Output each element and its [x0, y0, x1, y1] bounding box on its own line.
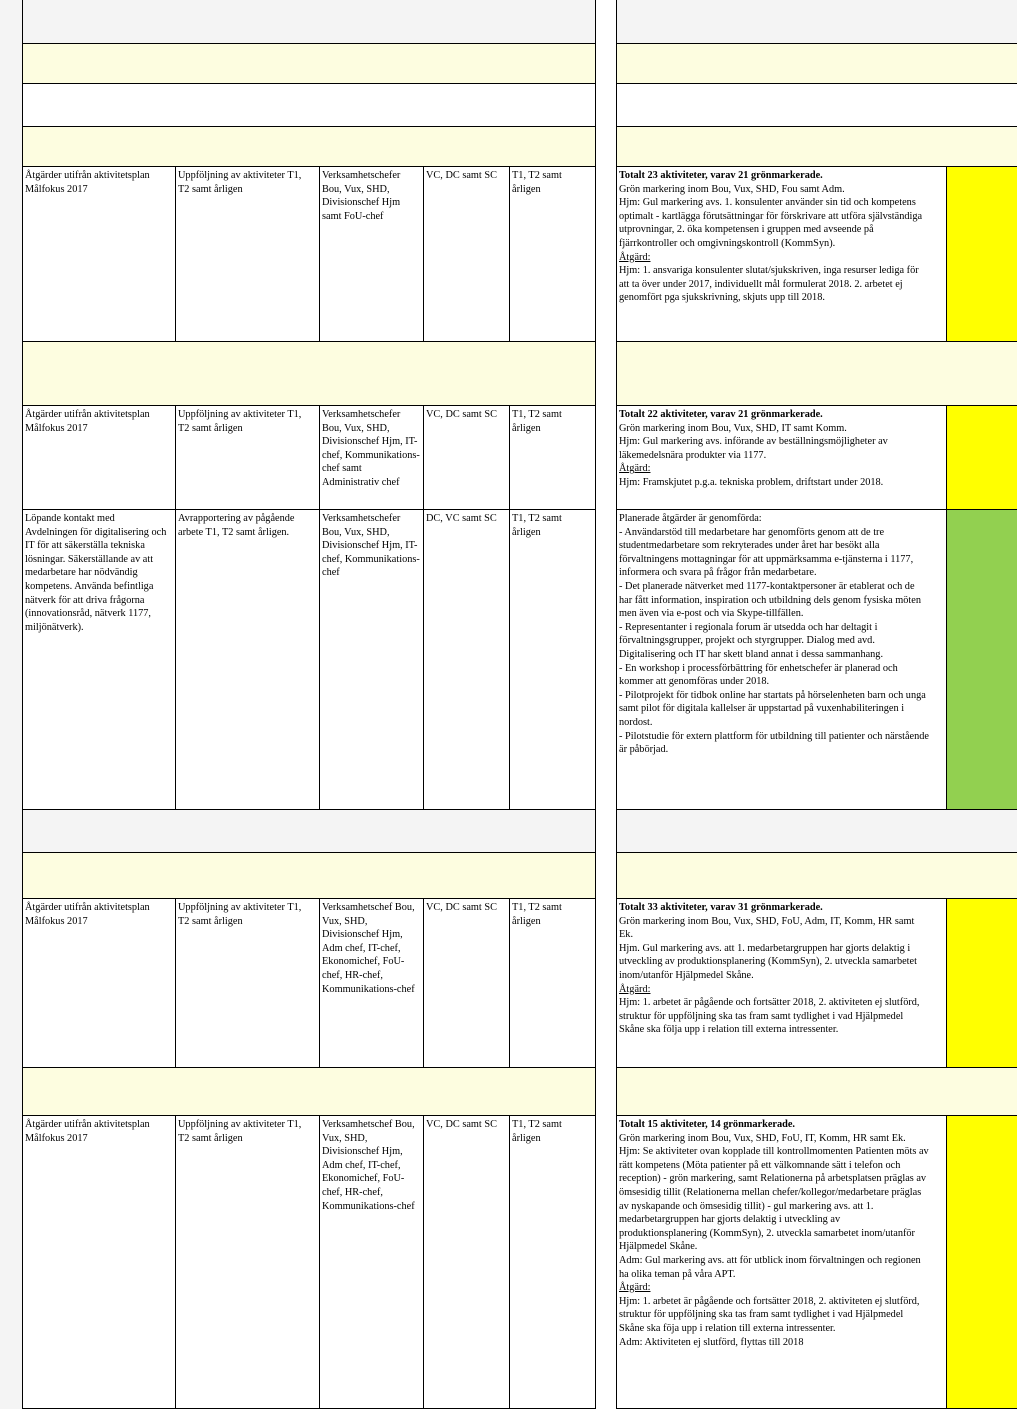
text-line: ha olika teman på våra APT. [619, 1268, 736, 1280]
text-line: är påbörjad. [619, 744, 669, 756]
cell-resultat [617, 899, 946, 1067]
text-line: Administrativ chef [322, 476, 400, 488]
text-line: Divisionschef Hjm [322, 197, 401, 209]
cell-atgard [23, 510, 175, 809]
table-row [616, 899, 1017, 1068]
text-line: Bou, Vux, SHD, [322, 183, 390, 195]
section-band-yellow [22, 44, 596, 84]
text-line: Hjm: 1. arbetet är pågående och fortsätter 2018, 2. aktiviteten ej slutförd, [619, 997, 920, 1009]
text-line: Ekonomichef, FoU- [322, 956, 405, 968]
text-line: Målfokus 2017 [25, 183, 88, 195]
cell-roll [423, 1116, 509, 1408]
section-band-yellow [616, 1068, 1017, 1116]
cell-roll [423, 167, 509, 341]
text-line: Bou, Vux, SHD, [322, 526, 390, 538]
text-line: Vux, SHD, [322, 915, 368, 927]
text-line: Åtgärd: [619, 1282, 651, 1294]
table-row [616, 406, 1017, 510]
text-line: rätt kompetens (Möta patienter på ett välkomnande sätt i telefon och [619, 1159, 901, 1171]
text-line: medarbetargruppen har gjorts delaktig i utveckling av [619, 1214, 841, 1226]
text-line: Åtgärder utifrån aktivitetsplan [25, 1119, 150, 1130]
section-band-yellow [616, 127, 1017, 167]
text-line: - En workshop i processförbättring för enhetschefer är planerad och [619, 662, 898, 674]
text-line: informera och svara på frågor från medarbetare. [619, 567, 817, 579]
cell-resultat [617, 167, 946, 341]
cell-tid [509, 1116, 597, 1408]
text-line: förvaltningens mottagningar för att uppmärksamma e-tjänsterna i 1177, [619, 553, 914, 565]
cell-tid [509, 406, 597, 509]
text-line: inom/utanför Hjälpmedel Skåne. [619, 969, 754, 981]
text-line: Åtgärd: [619, 251, 651, 263]
text-line: utprovningar, 2. öka kompetensen i gruppen med avseende på [619, 224, 874, 236]
text-line: produktionsplanering (KommSyn), 2. utveckla samarbetet inom/utanför [619, 1227, 915, 1239]
text-line: Åtgärder utifrån aktivitetsplan [25, 409, 150, 420]
text-line: chef, Kommunikations- [322, 553, 420, 565]
text-line: Digitalisering och IT har skett bland annat i dessa sammanhang. [619, 648, 884, 660]
section-band-yellow [616, 853, 1017, 899]
table-row [616, 167, 1017, 342]
text-line: T2 samt årligen [178, 183, 243, 195]
cell-tid [509, 899, 597, 1067]
cell-tid [509, 510, 597, 809]
cell-atgard [23, 1116, 175, 1408]
cell-tid [509, 167, 597, 341]
cell-atgard [23, 406, 175, 509]
left-margin-strip [0, 0, 23, 1409]
text-line: optimalt - kartlägga förutsättningar för förskrivare att utföra självständiga [619, 210, 923, 222]
text-line: förvaltningsgrupper, projekt och styrgrupper. Dialog med avd. [619, 635, 875, 647]
text-line: genomfört pga sjukskrivning, skjuts upp till 2018. [619, 292, 825, 304]
section-band-yellow [616, 44, 1017, 84]
text-line: Kommunikations-chef [322, 983, 415, 995]
text-line: årligen [512, 526, 541, 538]
cell-ansvarig [319, 1116, 423, 1408]
cell-uppfoljning [175, 406, 319, 509]
cell-roll [423, 899, 509, 1067]
text-line: Totalt 22 aktiviteter, varav 21 grönmarkerade. [619, 409, 823, 420]
table-row [22, 1116, 596, 1409]
text-line: Hjm: Gul markering avs. införande av beställningsmöjligheter av [619, 436, 888, 448]
cell-resultat [617, 1116, 946, 1408]
cell-uppfoljning [175, 899, 319, 1067]
cell-ansvarig [319, 167, 423, 341]
cell-uppfoljning [175, 1116, 319, 1408]
text-line: nätverk för att driva frågorna [25, 594, 145, 606]
text-line: kompetens. Använda befintliga [25, 580, 154, 592]
text-line: T1, T2 samt [512, 513, 562, 524]
cell-uppfoljning [175, 510, 319, 809]
text-line: VC, DC samt SC [426, 170, 497, 181]
text-line: Kommunikations-chef [322, 1200, 415, 1212]
text-line: T1, T2 samt [512, 170, 562, 181]
text-line: samt pilot för digitala kallelser är uppstartad på vuxenhabiliteringen i [619, 703, 905, 715]
section-band-yellow [616, 342, 1017, 406]
text-line: arbete T1, T2 samt årligen. [178, 526, 290, 538]
text-line: miljönätverk). [25, 621, 84, 633]
text-line: DC, VC samt SC [426, 513, 497, 524]
table-row [22, 899, 596, 1068]
text-line: nordost. [619, 716, 653, 728]
text-line: chef, HR-chef, [322, 1186, 383, 1198]
section-band-white [616, 84, 1017, 127]
text-line: struktur för uppföljning ska tas fram samt tydlighet i vad Hjälpmedel [619, 1010, 904, 1022]
text-line: Målfokus 2017 [25, 1132, 88, 1144]
cell-uppfoljning [175, 167, 319, 341]
cell-atgard [23, 899, 175, 1067]
text-line: årligen [512, 422, 541, 434]
text-line: Målfokus 2017 [25, 915, 88, 927]
text-line: struktur för uppföljning ska tas fram samt tydlighet i vad Hjälpmedel [619, 1309, 904, 1321]
text-line: VC, DC samt SC [426, 1119, 497, 1130]
text-line: lösningar. Säkerställande av att [25, 553, 154, 565]
text-line: årligen [512, 183, 541, 195]
text-line: Grön markering inom Bou, Vux, SHD, FoU, Adm, IT, Komm, HR samt [619, 915, 915, 927]
text-line: VC, DC samt SC [426, 902, 497, 913]
text-line: Totalt 15 aktiviteter, 14 grönmarkerade. [619, 1119, 795, 1130]
table-row [22, 406, 596, 510]
text-line: Åtgärd: [619, 983, 651, 995]
table-row [616, 1116, 1017, 1409]
section-band-white [22, 84, 596, 127]
text-line: Uppföljning av aktiviteter T1, [178, 409, 302, 420]
text-line: Adm: Gul markering avs. att för utblick inom förvaltningen och regionen [619, 1254, 921, 1266]
text-line: Uppföljning av aktiviteter T1, [178, 170, 302, 181]
section-band-yellow [22, 127, 596, 167]
text-line: Skåne ska följa upp i relation till externa intressenter. [619, 1024, 839, 1036]
text-line: Verksamhetschef Bou, [322, 902, 415, 913]
text-line: Divisionschef Hjm, IT- [322, 436, 418, 448]
text-line: utveckling av produktionsplanering (KommSyn), 2. utveckla samarbetet [619, 956, 917, 968]
text-line: - Det planerade nätverket med 1177-kontaktpersoner är etablerat och de [619, 580, 915, 592]
text-line: Åtgärder utifrån aktivitetsplan [25, 902, 150, 913]
text-line: ömsesidig tillit (Relationerna mellan chefer/kollegor/medarbetare präglas [619, 1186, 922, 1198]
status-color-cell [946, 167, 1017, 341]
text-line: Adm chef, IT-chef, [322, 1159, 401, 1171]
text-line: Grön markering inom Bou, Vux, SHD, Fou samt Adm. [619, 183, 845, 195]
text-line: Målfokus 2017 [25, 422, 88, 434]
text-line: Verksamhetschefer [322, 513, 401, 524]
text-line: Verksamhetschefer [322, 170, 401, 181]
cell-roll [423, 406, 509, 509]
text-line: Ekonomichef, FoU- [322, 1173, 405, 1185]
text-line: Uppföljning av aktiviteter T1, [178, 902, 302, 913]
text-line: Åtgärder utifrån aktivitetsplan [25, 170, 150, 181]
text-line: - Representanter i regionala forum är utsedda och har deltagit i [619, 621, 878, 633]
text-line: - Pilotstudie för extern plattform för utbildning till patienter och närstående [619, 730, 929, 742]
text-line: men även via e-post och via Skype-tillfällen. [619, 608, 804, 620]
text-line: T2 samt årligen [178, 1132, 243, 1144]
text-line: reception) - grön markering, samt Relationerna på arbetsplatsen präglas av [619, 1173, 927, 1185]
section-band-gray [616, 0, 1017, 44]
cell-ansvarig [319, 406, 423, 509]
cell-ansvarig [319, 510, 423, 809]
text-line: Uppföljning av aktiviteter T1, [178, 1119, 302, 1130]
section-band-yellow [22, 853, 596, 899]
table-row [22, 510, 596, 810]
text-line: Hjm: Gul markering avs. 1. konsulenter använder sin tid och kompetens [619, 197, 916, 209]
text-line: chef, HR-chef, [322, 969, 383, 981]
text-line: Totalt 33 aktiviteter, varav 31 grönmarkerade. [619, 902, 823, 913]
cell-atgard [23, 167, 175, 341]
text-line: Hjm: 1. arbetet är pågående och fortsätter 2018, 2. aktiviteten ej slutförd, [619, 1295, 920, 1307]
text-line: Bou, Vux, SHD, [322, 422, 390, 434]
cell-ansvarig [319, 899, 423, 1067]
table-row [22, 167, 596, 342]
text-line: Avdelningen för digitalisering och [25, 526, 167, 538]
cell-resultat [617, 510, 946, 809]
text-line: kommer att genomföras under 2018. [619, 676, 770, 688]
cell-roll [423, 510, 509, 809]
text-line: Adm chef, IT-chef, [322, 942, 401, 954]
text-line: medarbetare har nödvändig [25, 567, 138, 579]
text-line: VC, DC samt SC [426, 409, 497, 420]
text-line: T2 samt årligen [178, 915, 243, 927]
text-line: Skåne ska föja upp i relation till externa intressenter. [619, 1322, 836, 1334]
text-line: Grön markering inom Bou, Vux, SHD, FoU, IT, Komm, HR samt Ek. [619, 1132, 906, 1144]
text-line: T2 samt årligen [178, 422, 243, 434]
cell-resultat [617, 406, 946, 509]
text-line: fjärrkontroller och omgivningskontroll (KommSyn). [619, 237, 836, 249]
text-line: Planerade åtgärder är genomförda: [619, 513, 762, 524]
text-line: - Pilotprojekt för tidbok online har startats på hörselenheten barn och unga [619, 689, 926, 701]
text-line: Grön markering inom Bou, Vux, SHD, IT samt Komm. [619, 422, 847, 434]
section-band-gray [22, 0, 596, 44]
text-line: samt FoU-chef [322, 210, 384, 222]
text-line: T1, T2 samt [512, 409, 562, 420]
text-line: årligen [512, 1132, 541, 1144]
text-line: studentmedarbetare som rekryterades under året har besökt alla [619, 540, 880, 552]
status-color-cell [946, 510, 1017, 809]
text-line: - Användarstöd till medarbetare har genomförts genom att de tre [619, 526, 885, 538]
section-band-gray [616, 810, 1017, 853]
text-line: Hjm: Se aktiviteter ovan kopplade till kontrollmomenten Patienten möts av [619, 1146, 929, 1158]
text-line: att ta över under 2017, individuellt mål formulerat 2018. 2. arbetet ej [619, 278, 903, 290]
text-line: Hjälpmedel Skåne. [619, 1241, 698, 1253]
table-row [616, 510, 1017, 810]
text-line: Hjm: 1. ansvariga konsulenter slutat/sjukskriven, inga resurser lediga för [619, 265, 919, 277]
text-line: Verksamhetschef Bou, [322, 1119, 415, 1130]
section-band-yellow [22, 1068, 596, 1116]
text-line: Totalt 23 aktiviteter, varav 21 grönmarkerade. [619, 170, 823, 181]
text-line: årligen [512, 915, 541, 927]
text-line: IT för att säkerställa tekniska [25, 540, 145, 552]
text-line: chef [322, 567, 340, 579]
text-line: Hjm: Framskjutet p.g.a. tekniska problem, driftstart under 2018. [619, 476, 884, 488]
text-line: T1, T2 samt [512, 1119, 562, 1130]
text-line: Hjm. Gul markering avs. att 1. medarbetargruppen har gjorts delaktig i [619, 942, 911, 954]
text-line: Löpande kontakt med [25, 513, 115, 524]
status-color-cell [946, 1116, 1017, 1408]
text-line: Divisionschef Hjm, IT- [322, 540, 418, 552]
text-line: chef samt [322, 463, 362, 475]
status-color-cell [946, 406, 1017, 509]
section-band-yellow [22, 342, 596, 406]
text-line: Verksamhetschefer [322, 409, 401, 420]
status-color-cell [946, 899, 1017, 1067]
text-line: Adm: Aktiviteten ej slutförd, flyttas till 2018 [619, 1336, 804, 1348]
text-line: T1, T2 samt [512, 902, 562, 913]
text-line: (innovationsråd, nätverk 1177, [25, 608, 152, 620]
text-line: Divisionschef Hjm, [322, 1146, 403, 1158]
text-line: läkemedelsnära produkter via 1177. [619, 449, 767, 461]
text-line: av nyskapande och ömsesidig tillit) - gul markering avs. att 1. [619, 1200, 874, 1212]
section-band-gray [22, 810, 596, 853]
text-line: har fått information, inspiration och utbildning dels genom fysiska möten [619, 594, 921, 606]
text-line: Vux, SHD, [322, 1132, 368, 1144]
text-line: chef, Kommunikations- [322, 449, 420, 461]
text-line: Åtgärd: [619, 463, 651, 475]
text-line: Divisionschef Hjm, [322, 929, 403, 941]
text-line: Ek. [619, 929, 634, 941]
text-line: Avrapportering av pågående [178, 513, 295, 524]
